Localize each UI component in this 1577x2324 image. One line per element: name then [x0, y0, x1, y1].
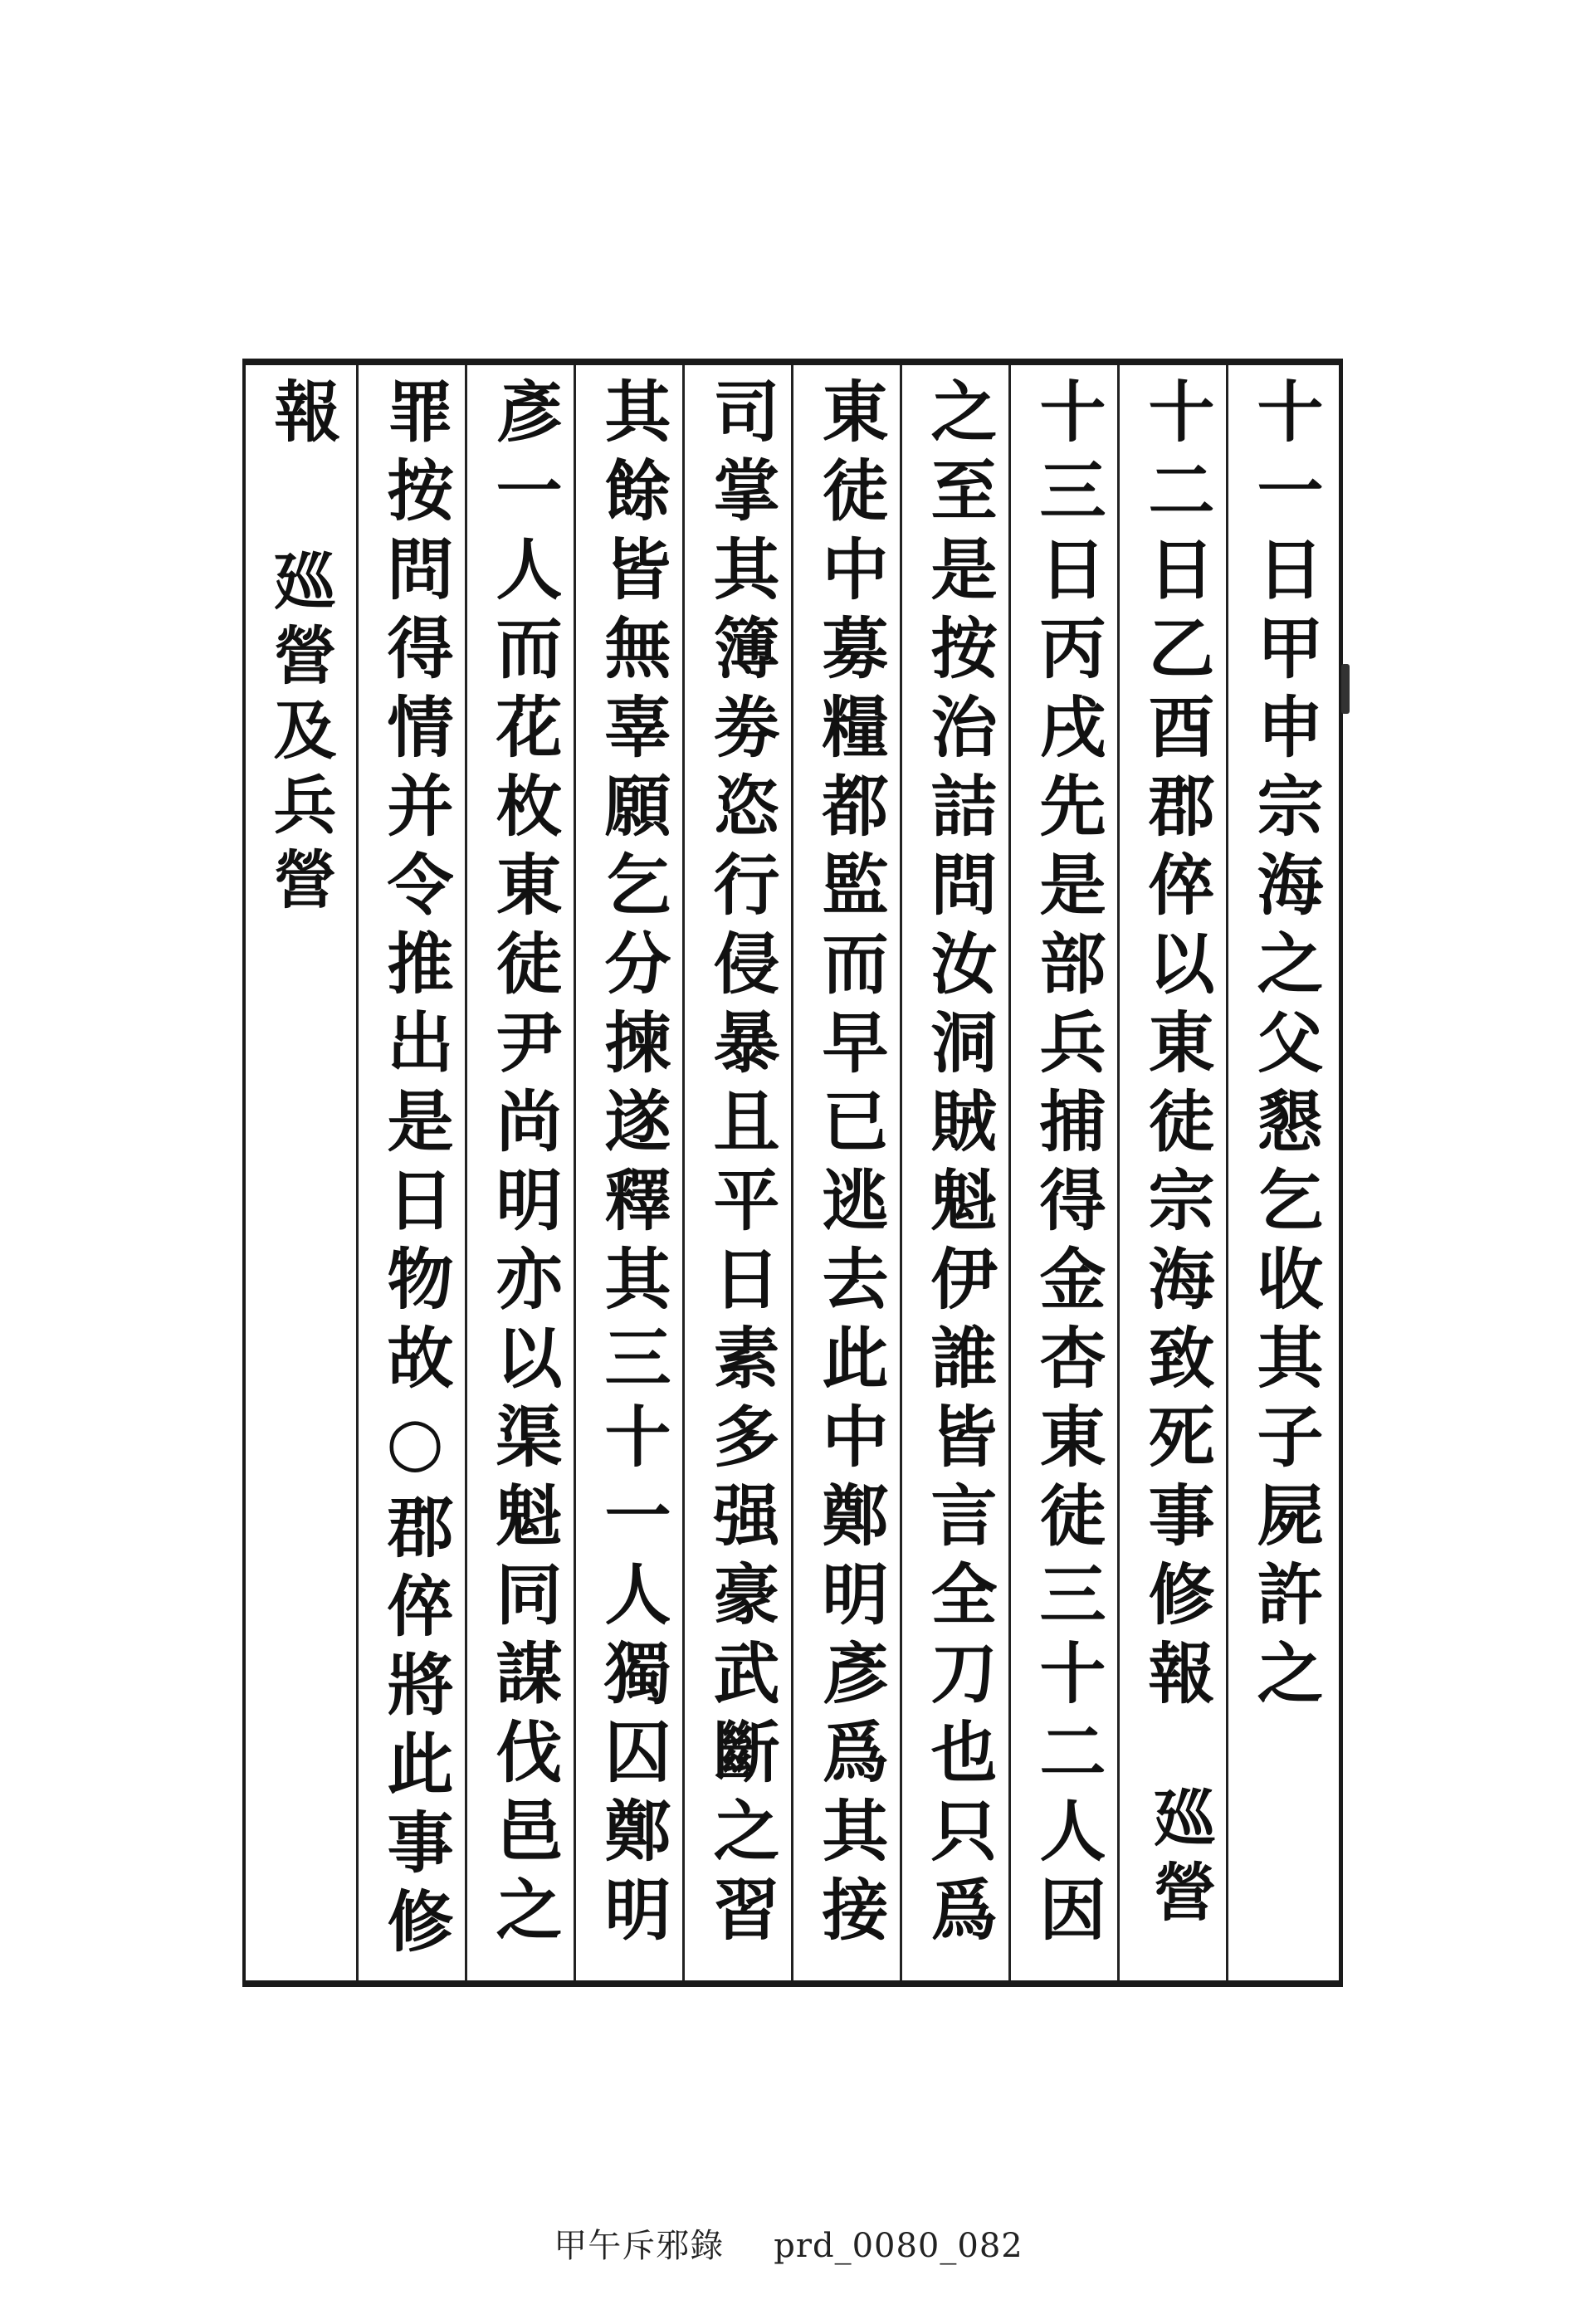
text-column-3: 十三日丙戌先是部兵捕得金杏東徒三十二人因: [1028, 377, 1106, 1954]
column-rule: [1117, 365, 1120, 1980]
book-title: 甲午斥邪錄: [554, 2227, 725, 2265]
text-column-10: 報: [263, 377, 341, 456]
text-column-7: 其餘皆無辜願乞分揀遂釋其三十一人獨囚鄭明: [593, 377, 671, 1954]
text-column-9: 罪按問得情并令推出是日物故○郡倅將此事修: [376, 377, 454, 1965]
annotation-note: 廵營: [1143, 1784, 1217, 1934]
text-column-4: 之至是按治詰問汝洞賊魁伊誰皆言全刀也只爲: [920, 377, 998, 1954]
column-rule: [574, 365, 576, 1980]
column-rule: [1226, 365, 1228, 1980]
page-frame: [242, 359, 1343, 1987]
column-rule: [465, 365, 467, 1980]
text-column-6: 司掌其簿劵恣行侵暴且平日素多强豪武斷之習: [702, 377, 780, 1954]
column-rule: [1008, 365, 1011, 1980]
text-column-1: 十一日甲申宗海之父懇乞收其子屍許之: [1246, 377, 1324, 1717]
column-rule: [900, 365, 902, 1980]
page-footer: [0, 2219, 1577, 2267]
binding-mark: [1341, 664, 1350, 714]
column-rule: [682, 365, 685, 1980]
page-code: prd_0080_082: [774, 2227, 1023, 2265]
column-rule: [791, 365, 793, 1980]
text-column-5: 東徒中募糧都監而早已逃去此中鄭明彥爲其接: [811, 377, 889, 1954]
text-column-8: 彥一人而花枚東徒尹尚明亦以渠魁同謀伐邑之: [485, 377, 563, 1954]
column-rule: [356, 365, 359, 1980]
annotation-note: 廵營及兵營: [263, 548, 337, 921]
text-column-2: 十二日乙酉郡倅以東徒宗海致死事修報: [1137, 377, 1215, 1717]
